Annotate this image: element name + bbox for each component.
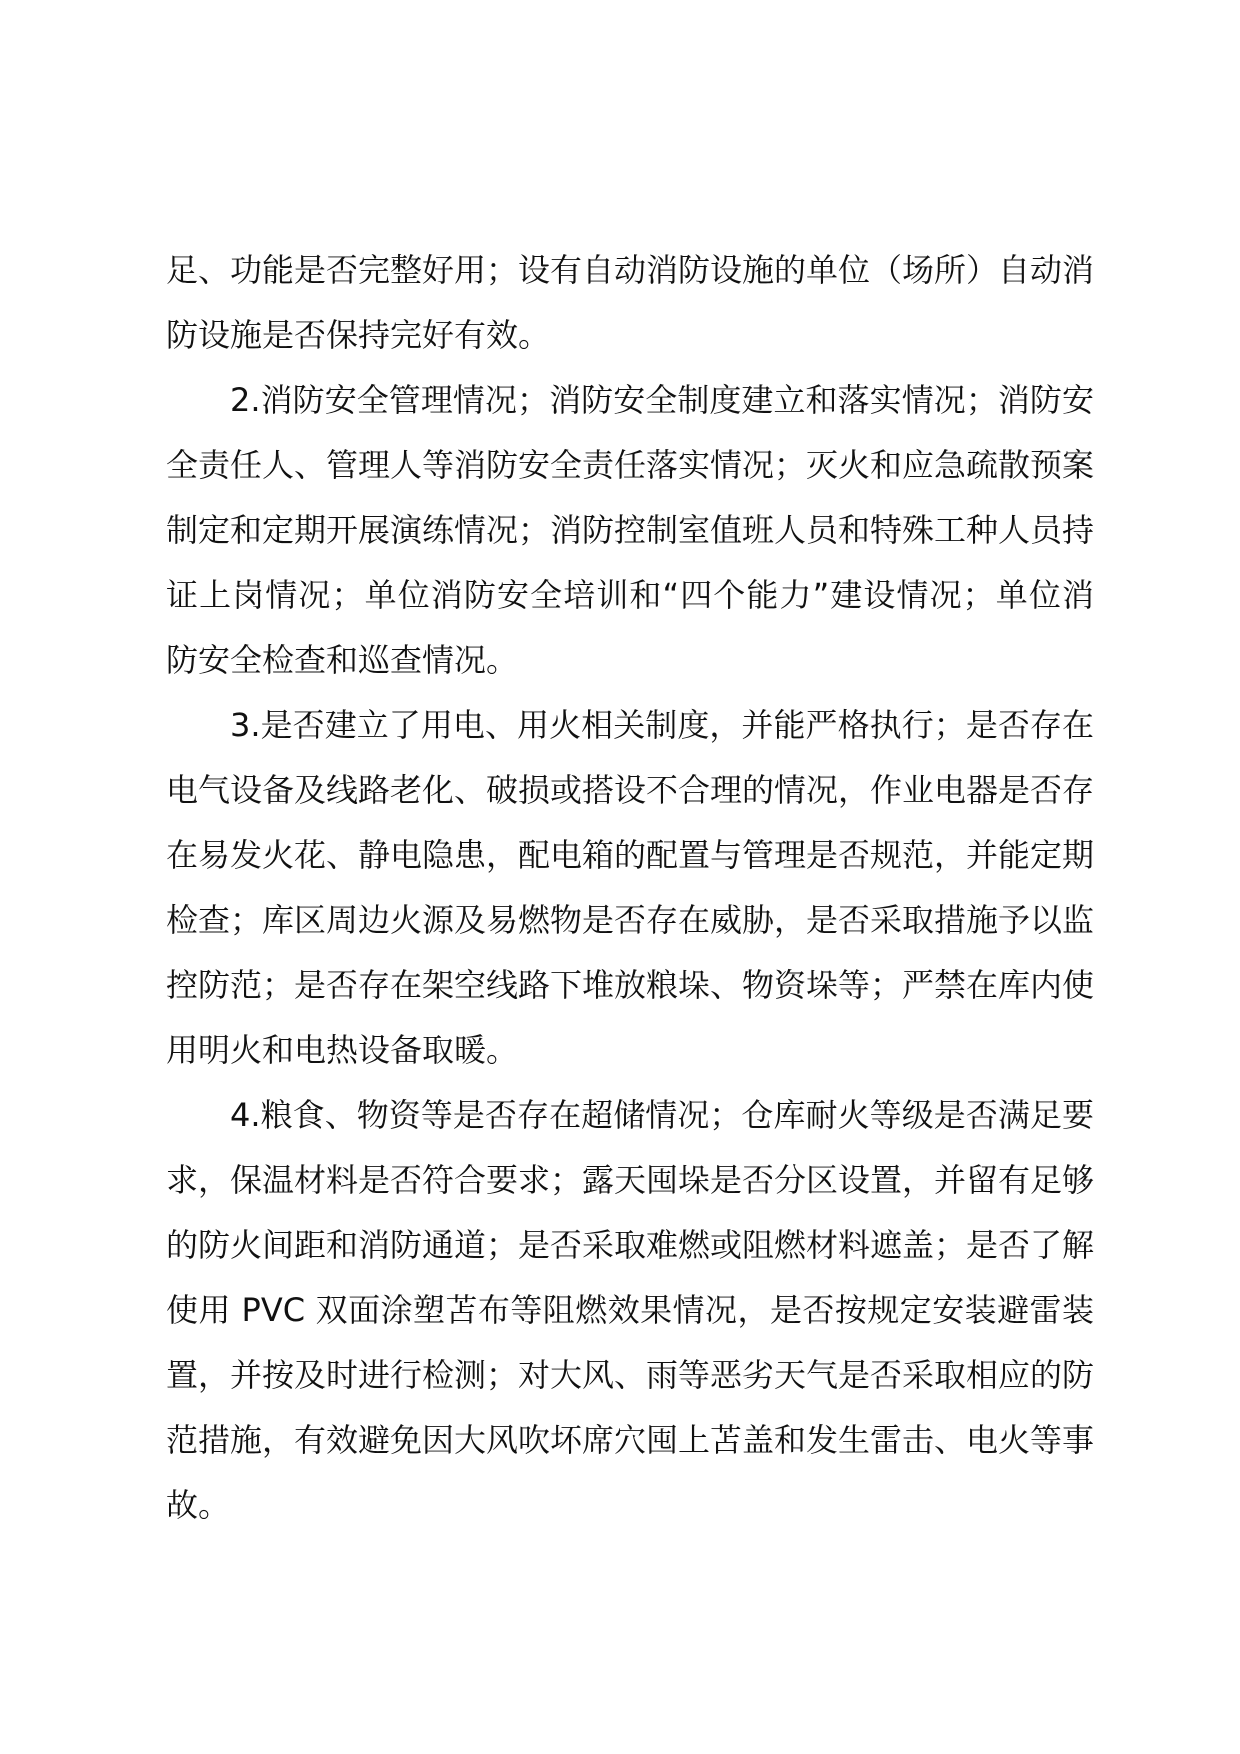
paragraph-item-4: 4.粮食、物资等是否存在超储情况；仓库耐火等级是否满足要求，保温材料是否符合要求；露天囤垛是否分区设置，并留有足够的防火间距和消防通道；是否采取难燃或阻燃材料遮盖；是否了解使用 PVC 双面涂塑苫布等阻燃效果情况，是否按规定安装避雷装置，并按及时进行检测；对大风、雨等恶劣天气是否采取相应的防范措施，有效避免因大风吹坏席穴囤上苫盖和发生雷击、电火等事故。 [166, 1096, 1095, 1524]
paragraph-item-3: 3.是否建立了用电、用火相关制度，并能严格执行；是否存在电气设备及线路老化、破损或搭设不合理的情况，作业电器是否存在易发火花、静电隐患，配电箱的配置与管理是否规范，并能定期检查；库区周边火源及易燃物是否存在威胁，是否采取措施予以监控防范；是否存在架空线路下堆放粮垛、物资垛等；严禁在库内使用明火和电热设备取暖。 [166, 706, 1095, 1069]
document-body [166, 238, 1094, 1538]
paragraph-item-2: 2.消防安全管理情况；消防安全制度建立和落实情况；消防安全责任人、管理人等消防安全责任落实情况；灭火和应急疏散预案制定和定期开展演练情况；消防控制室值班人员和特殊工种人员持证上岗情况；单位消防安全培训和“四个能力”建设情况；单位消防安全检查和巡查情况。 [166, 381, 1095, 679]
paragraph-continuation: 足、功能是否完整好用；设有自动消防设施的单位（场所）自动消防设施是否保持完好有效。 [166, 251, 1095, 354]
